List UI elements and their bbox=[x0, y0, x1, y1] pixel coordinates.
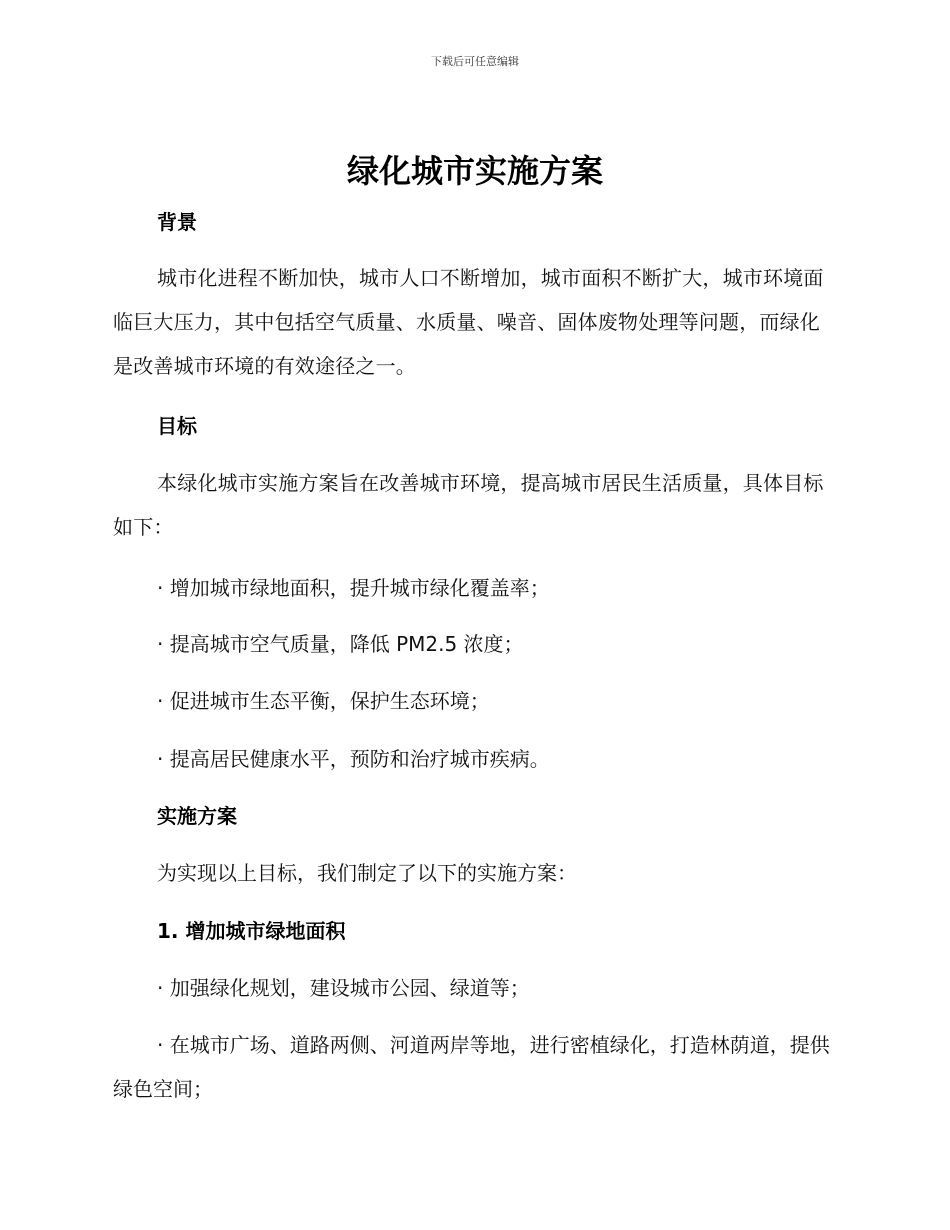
section-heading-background: 背景 bbox=[157, 210, 197, 234]
list-item-plan-1: · 加强绿化规划，建设城市公园、绿道等； bbox=[157, 976, 530, 1000]
list-item-goal-4: · 提高居民健康水平，预防和治疗城市疾病。 bbox=[157, 747, 550, 771]
list-item-plan-2: · 在城市广场、道路两侧、河道两岸等地，进行密植绿化，打造林荫道，提供绿色空间； bbox=[113, 1033, 830, 1101]
subsection-heading-green-area: 1. 增加城市绿地面积 bbox=[157, 919, 346, 943]
list-item-goal-3: · 促进城市生态平衡，保护生态环境； bbox=[157, 689, 490, 713]
list-item-goal-2: · 提高城市空气质量，降低 PM2.5 浓度； bbox=[157, 632, 524, 656]
page-header-note: 下载后可任意编辑 bbox=[431, 55, 519, 68]
section-heading-goals: 目标 bbox=[157, 414, 197, 438]
section-heading-plan: 实施方案 bbox=[157, 804, 237, 828]
list-item-goal-1: · 增加城市绿地面积，提升城市绿化覆盖率； bbox=[157, 576, 550, 600]
paragraph-background: 城市化进程不断加快，城市人口不断增加，城市面积不断扩大，城市环境面临巨大压力，其中包括空气质量、水质量、噪音、固体废物处理等问题，而绿化是改善城市环境的有效途径之一。 bbox=[113, 266, 824, 378]
document-title: 绿化城市实施方案 bbox=[346, 152, 603, 190]
paragraph-plan-intro: 为实现以上目标，我们制定了以下的实施方案： bbox=[157, 861, 577, 885]
paragraph-goals-intro: 本绿化城市实施方案旨在改善城市环境，提高城市居民生活质量，具体目标如下： bbox=[113, 471, 824, 539]
